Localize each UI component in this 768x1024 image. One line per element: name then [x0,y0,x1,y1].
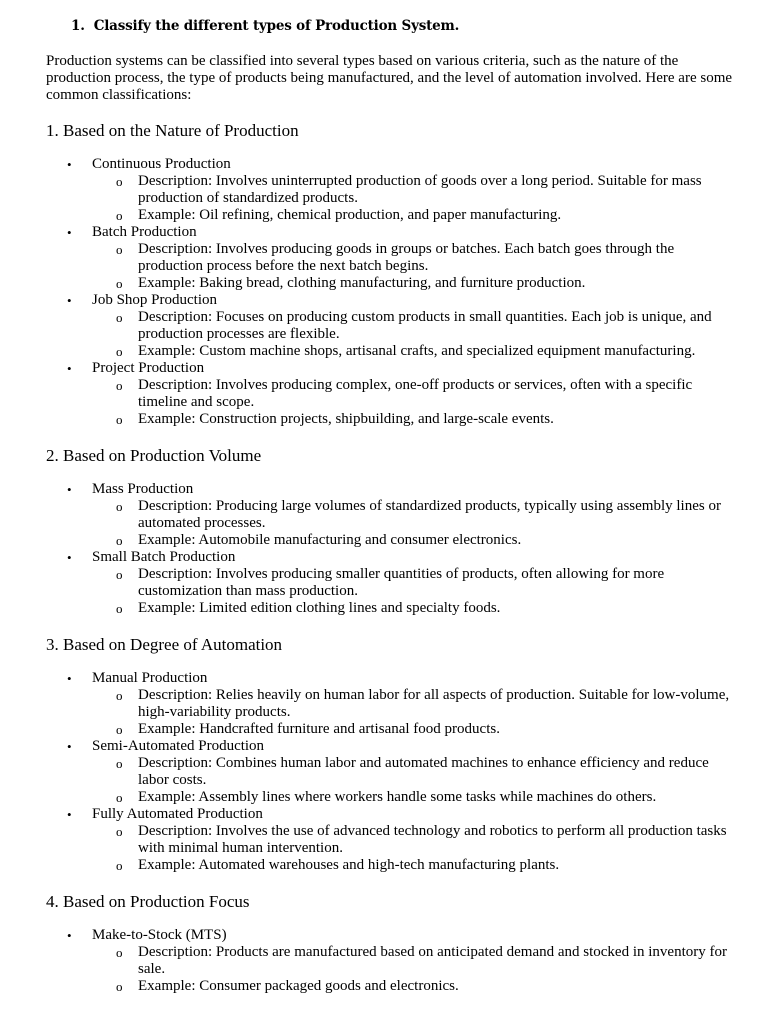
example-item [92,532,736,549]
sub-list [92,755,736,806]
item-name: Job Shop Production [92,292,218,308]
list-item [46,481,736,549]
production-type-list [46,481,736,617]
list-item [46,224,736,292]
example-text: Example: Construction projects, shipbuilding, and large-scale events. [138,411,554,427]
sub-list [92,309,736,360]
section-production-volume [46,446,736,617]
question-text: Classify the different types of Production System. [93,18,460,34]
circle-bullet-icon: o [116,310,123,325]
description-text: Description: Involves producing goods in groups or batches. Each batch goes through the production process before the next batch begins. [138,241,675,274]
item-name: Project Production [92,360,205,376]
bullet-icon: • [67,739,72,754]
list-item [46,670,736,738]
circle-bullet-icon: o [116,858,123,873]
bullet-icon: • [67,293,72,308]
sub-list [92,823,736,874]
circle-bullet-icon: o [116,945,123,960]
section-production-focus [46,892,736,995]
section-degree-of-automation [46,635,736,874]
bullet-icon: • [67,550,72,565]
section-heading: 3. Based on Degree of Automation [46,635,283,654]
example-text: Example: Consumer packaged goods and electronics. [138,978,459,994]
example-item [92,411,736,428]
bullet-icon: • [67,361,72,376]
example-item [92,600,736,617]
bullet-icon: • [67,807,72,822]
list-item [46,806,736,874]
section-nature-of-production [46,121,736,428]
description-item [92,241,736,275]
production-type-list [46,927,736,995]
circle-bullet-icon: o [116,242,123,257]
description-text: Description: Involves producing smaller quantities of products, often allowing for more customization than mass production. [138,566,665,599]
example-text: Example: Baking bread, clothing manufacturing, and furniture production. [138,275,586,291]
circle-bullet-icon: o [116,790,123,805]
section-heading: 4. Based on Production Focus [46,892,250,911]
circle-bullet-icon: o [116,344,123,359]
question-title [71,18,459,34]
production-type-list [46,670,736,874]
description-text: Description: Involves the use of advanced technology and robotics to perform all production tasks with minimal human intervention. [138,823,727,856]
description-item [92,566,736,600]
example-item [92,207,736,224]
description-text: Description: Involves producing complex, one-off products or services, often with a specific timeline and scope. [138,377,693,410]
item-name: Semi-Automated Production [92,738,265,754]
example-text: Example: Custom machine shops, artisanal crafts, and specialized equipment manufacturing. [138,343,696,359]
sub-list [92,566,736,617]
item-name: Mass Production [92,481,194,497]
list-item [46,292,736,360]
intro-paragraph: Production systems can be classified into several types based on various criteria, such as the nature of the production process, the type of products being manufactured, and the level of automation involved. Here are some common classifications: [46,53,733,103]
circle-bullet-icon: o [116,567,123,582]
item-name: Fully Automated Production [92,806,263,822]
sub-list [92,687,736,738]
circle-bullet-icon: o [116,756,123,771]
example-item [92,857,736,874]
description-item [92,944,736,978]
sub-list [92,377,736,428]
example-item [92,978,736,995]
circle-bullet-icon: o [116,722,123,737]
bullet-icon: • [67,928,72,943]
description-text: Description: Involves uninterrupted production of goods over a long period. Suitable for mass production of standardized products. [138,173,702,206]
item-name: Make-to-Stock (MTS) [92,927,227,943]
list-item [46,927,736,995]
example-text: Example: Assembly lines where workers handle some tasks while machines do others. [138,789,657,805]
description-item [92,823,736,857]
description-item [92,309,736,343]
circle-bullet-icon: o [116,174,123,189]
item-name: Continuous Production [92,156,231,172]
description-item [92,687,736,721]
description-item [92,377,736,411]
example-item [92,275,736,292]
sub-list [92,241,736,292]
example-text: Example: Automobile manufacturing and consumer electronics. [138,532,522,548]
question-number: 1. [71,18,85,34]
description-text: Description: Combines human labor and automated machines to enhance efficiency and reduce labor costs. [138,755,709,788]
production-type-list [46,156,736,428]
circle-bullet-icon: o [116,533,123,548]
bullet-icon: • [67,482,72,497]
circle-bullet-icon: o [116,499,123,514]
circle-bullet-icon: o [116,276,123,291]
description-text: Description: Focuses on producing custom products in small quantities. Each job is unique, and production processes are flexible. [138,309,712,342]
item-name: Manual Production [92,670,208,686]
circle-bullet-icon: o [116,979,123,994]
list-item [46,549,736,617]
example-text: Example: Oil refining, chemical production, and paper manufacturing. [138,207,562,223]
list-item [46,738,736,806]
sub-list [92,944,736,995]
example-item [92,721,736,738]
item-name: Small Batch Production [92,549,236,565]
example-text: Example: Handcrafted furniture and artisanal food products. [138,721,500,737]
description-text: Description: Relies heavily on human labor for all aspects of production. Suitable for low-volume, high-variability products. [138,687,730,720]
example-text: Example: Automated warehouses and high-tech manufacturing plants. [138,857,560,873]
list-item [46,360,736,428]
example-item [92,789,736,806]
sub-list [92,173,736,224]
example-item [92,343,736,360]
section-heading: 1. Based on the Nature of Production [46,121,299,140]
circle-bullet-icon: o [116,378,123,393]
description-text: Description: Products are manufactured based on anticipated demand and stocked in inventory for sale. [138,944,727,977]
list-item [46,156,736,224]
description-item [92,755,736,789]
description-text: Description: Producing large volumes of standardized products, typically using assembly lines or automated processes. [138,498,721,531]
item-name: Batch Production [92,224,197,240]
bullet-icon: • [67,225,72,240]
circle-bullet-icon: o [116,412,123,427]
circle-bullet-icon: o [116,688,123,703]
bullet-icon: • [67,671,72,686]
section-heading: 2. Based on Production Volume [46,446,262,465]
bullet-icon: • [67,157,72,172]
example-text: Example: Limited edition clothing lines and specialty foods. [138,600,501,616]
circle-bullet-icon: o [116,601,123,616]
description-item [92,498,736,532]
description-item [92,173,736,207]
circle-bullet-icon: o [116,208,123,223]
sub-list [92,498,736,549]
circle-bullet-icon: o [116,824,123,839]
